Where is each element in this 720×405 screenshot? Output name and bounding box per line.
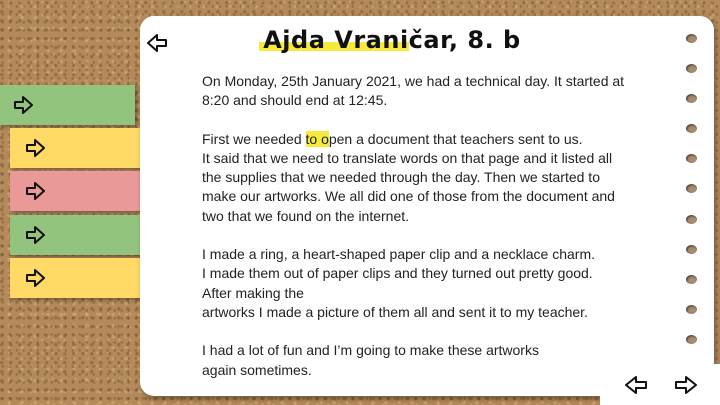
paragraph [202,130,656,226]
arrow-right-icon [26,139,46,157]
paragraph-text: I made a ring, a heart-shaped paper clip and a necklace charm. I made them out of paper clips and they turned out pretty good. After making the artworks I made a picture of them all and sent it to my teacher. [202,246,596,320]
binder-hole [686,124,697,133]
tab-red[interactable] [10,171,147,211]
body-text [202,72,656,399]
page-title-text: Ajda Vraničar, 8. b [263,26,521,54]
paragraph-text: On Monday, 25th January 2021, we had a technical day. It started at 8:20 and should end at 12:45. [202,73,625,109]
binder-hole [686,154,697,163]
paragraph [202,72,656,111]
page-title [259,26,525,54]
notebook-page [140,16,714,396]
binder-hole [686,335,697,344]
tab-yellow-2[interactable] [10,258,147,298]
binder-holes [686,34,700,395]
binder-hole [686,245,697,254]
paragraph [202,341,656,380]
binder-hole [686,275,697,284]
paragraph-text: pen a document that teachers sent to us. It said that we need to translate words on that page and it listed all the supplies that we needed through the day. Then we started to make our artworks. We all did one of those from the document and two that we found on the internet. [202,130,615,224]
binder-hole [686,305,697,314]
arrow-right-icon [26,182,46,200]
binder-hole [686,184,697,193]
prev-slide-icon[interactable] [624,376,648,394]
binder-hole [686,64,697,73]
paragraph-text: I had a lot of fun and I’m going to make these artworks again sometimes. [202,342,539,378]
arrow-right-icon [26,226,46,244]
arrow-right-icon [26,269,46,287]
binder-hole [686,34,697,43]
tab-yellow-1[interactable] [10,128,147,168]
paragraph-text: First we needed [202,130,306,147]
binder-hole [686,215,697,224]
title-area [140,26,644,54]
tab-green-1[interactable] [0,85,135,125]
tab-green-2[interactable] [10,215,147,255]
slide-navigation [600,364,720,405]
next-slide-icon[interactable] [674,376,698,394]
highlighted-text: to o [305,130,329,147]
arrow-right-icon [14,96,34,114]
binder-hole [686,94,697,103]
paragraph [202,245,656,322]
